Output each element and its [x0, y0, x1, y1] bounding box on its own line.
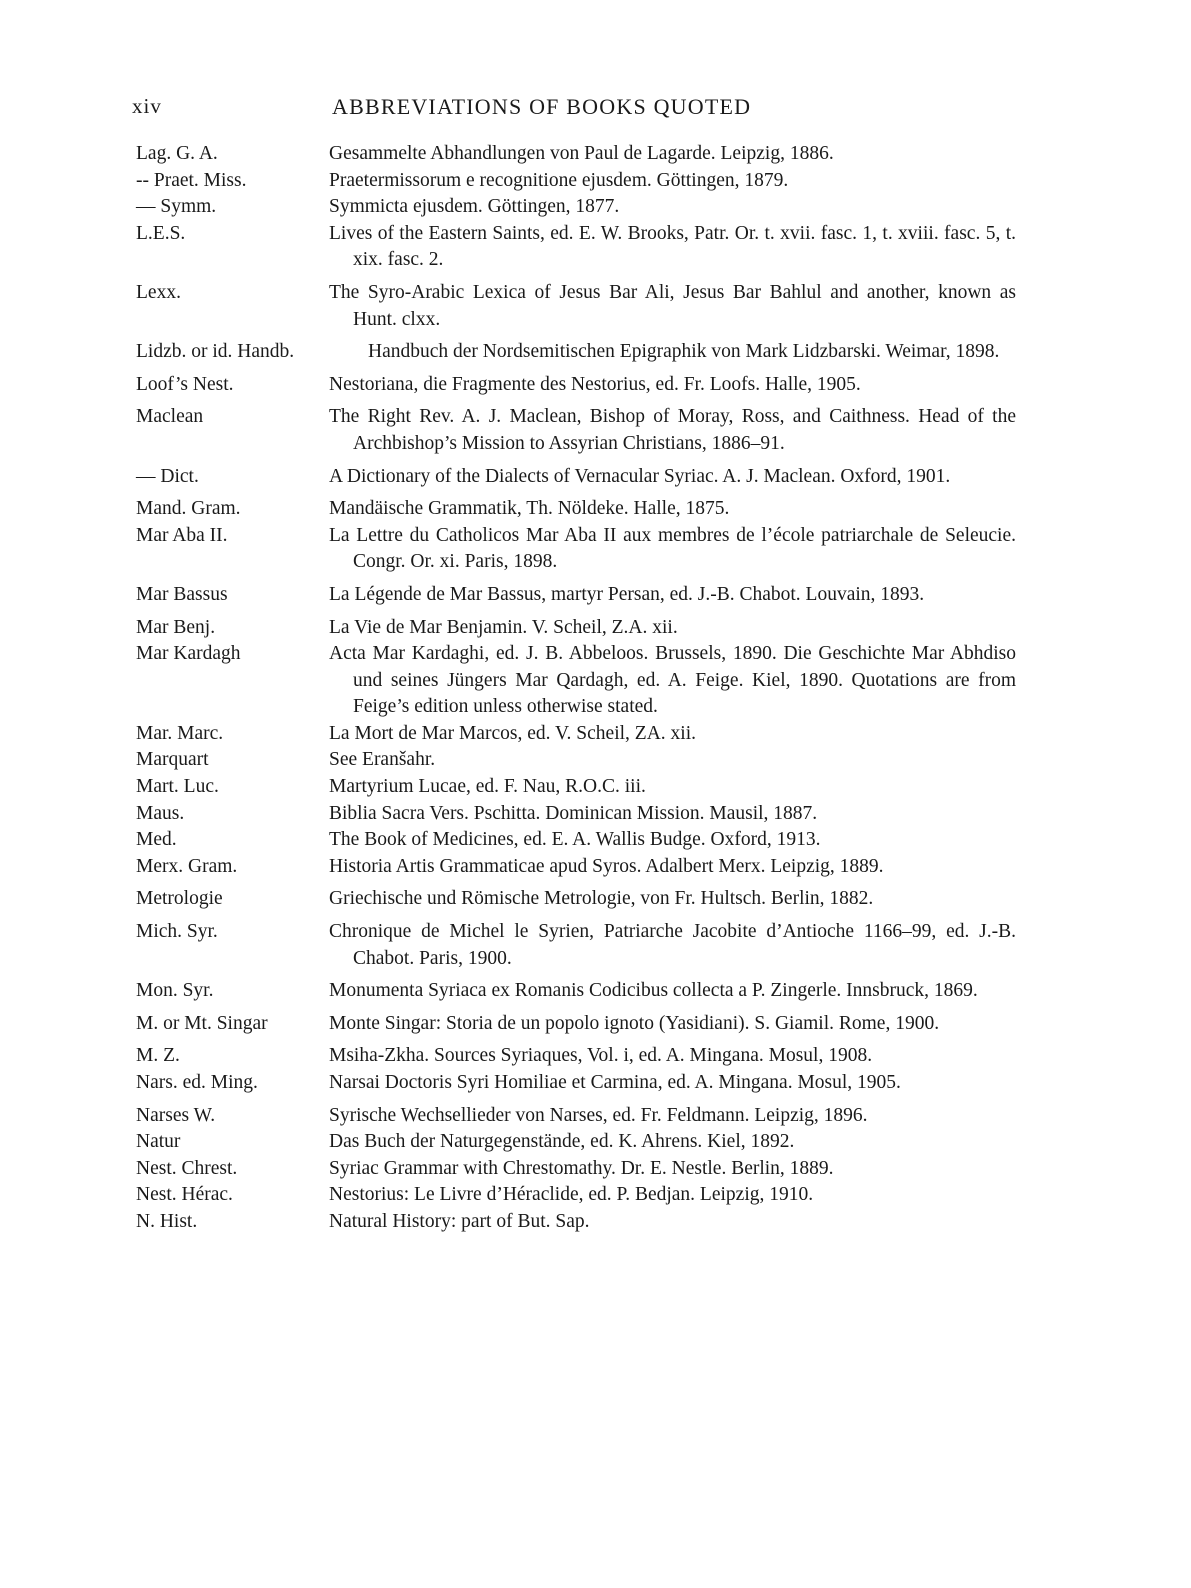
- abbreviation: Mart. Luc.: [136, 776, 219, 798]
- abbreviation-description: Chronique de Michel le Syrien, Patriarche Jacobite d’Antioche 1166–99, ed. J.-B. Chabot. Paris, 1900.: [329, 921, 1016, 969]
- abbreviation-description: Lives of the Eastern Saints, ed. E. W. Brooks, Patr. Or. t. xvii. fasc. 1, t. xviii. fasc. 5, t. xix. fasc. 2.: [329, 222, 1016, 271]
- abbreviation: Mar Benj.: [136, 616, 216, 638]
- abbreviation-description: See Eranšahr.: [329, 749, 436, 771]
- abbreviation: Mand. Gram.: [136, 498, 241, 520]
- abbreviation-entry: [136, 582, 1016, 609]
- abbreviation-entry: [136, 774, 1016, 801]
- abbreviation: — Symm.: [136, 196, 217, 218]
- abbreviation: — Dict.: [136, 465, 199, 487]
- abbreviation-entry: [136, 1043, 1016, 1070]
- abbreviation-description: Syriac Grammar with Chrestomathy. Dr. E. Nestle. Berlin, 1889.: [329, 1157, 834, 1179]
- abbreviation-entry: [136, 641, 1016, 721]
- abbreviation-description: La Légende de Mar Bassus, martyr Persan, ed. J.-B. Chabot. Louvain, 1893.: [329, 583, 925, 605]
- abbreviation-description: Msiha-Zkha. Sources Syriaques, Vol. i, ed. A. Mingana. Mosul, 1908.: [329, 1045, 873, 1067]
- abbreviation: Metrologie: [136, 888, 223, 910]
- abbreviation-entry: [136, 496, 1016, 523]
- abbreviation: N. Hist.: [136, 1210, 198, 1232]
- abbreviation-list: [136, 141, 1016, 1236]
- abbreviation: Nest. Chrest.: [136, 1157, 238, 1179]
- abbreviation-entry: [136, 827, 1016, 854]
- abbreviation-entry: [136, 194, 1016, 221]
- abbreviation: Maus.: [136, 802, 185, 824]
- abbreviation-description: The Book of Medicines, ed. E. A. Wallis Budge. Oxford, 1913.: [329, 829, 821, 851]
- abbreviation-entry: [136, 978, 1016, 1005]
- abbreviation-entry: [136, 615, 1016, 642]
- abbreviation-entry: [136, 221, 1016, 274]
- abbreviation: Loof’s Nest.: [136, 373, 234, 395]
- abbreviation-entry: [136, 404, 1016, 457]
- abbreviation: -- Praet. Miss.: [136, 169, 247, 191]
- abbreviation-description: Mandäische Grammatik, Th. Nöldeke. Halle, 1875.: [329, 498, 730, 520]
- abbreviation-description: Handbuch der Nordsemitischen Epigraphik von Mark Lidzbarski. Weimar, 1898.: [368, 341, 1000, 363]
- abbreviation: Mar Kardagh: [136, 643, 241, 665]
- abbreviation-description: Gesammelte Abhandlungen von Paul de Lagarde. Leipzig, 1886.: [329, 143, 834, 164]
- abbreviation: Nest. Hérac.: [136, 1184, 233, 1206]
- abbreviation-description: La Lettre du Catholicos Mar Aba II aux membres de l’école patriarchale de Seleucie. Congr. Or. xi. Paris, 1898.: [329, 524, 1016, 573]
- abbreviation-entry: [136, 1103, 1016, 1130]
- abbreviation-description: Monte Singar: Storia de un popolo ignoto (Yasidiani). S. Giamil. Rome, 1900.: [329, 1012, 940, 1034]
- abbreviation-entry: [136, 168, 1016, 195]
- abbreviation-description: Das Buch der Naturgegenstände, ed. K. Ahrens. Kiel, 1892.: [329, 1131, 795, 1153]
- page-header: [132, 94, 1032, 124]
- abbreviation: Mich. Syr.: [136, 921, 218, 943]
- abbreviation-entry: [136, 464, 1016, 491]
- abbreviation: Lexx.: [136, 281, 181, 303]
- abbreviation: Lidzb. or id. Handb.: [136, 341, 295, 363]
- abbreviation-description: Nestoriana, die Fragmente des Nestorius, ed. Fr. Loofs. Halle, 1905.: [329, 373, 861, 395]
- abbreviation-description: Natural History: part of But. Sap.: [329, 1210, 590, 1232]
- abbreviation-description: Monumenta Syriaca ex Romanis Codicibus collecta a P. Zingerle. Innsbruck, 1869.: [329, 980, 978, 1002]
- abbreviation-description: A Dictionary of the Dialects of Vernacular Syriac. A. J. Maclean. Oxford, 1901.: [329, 465, 951, 487]
- abbreviation-description: Praetermissorum e recognitione ejusdem. Göttingen, 1879.: [329, 169, 789, 191]
- abbreviation-entry: [136, 886, 1016, 913]
- abbreviation: Mon. Syr.: [136, 980, 214, 1002]
- running-title: ABBREVIATIONS OF BOOKS QUOTED: [332, 94, 752, 119]
- abbreviation-description: La Vie de Mar Benjamin. V. Scheil, Z.A. xii.: [329, 616, 678, 638]
- page-number: xiv: [132, 94, 162, 118]
- abbreviation-entry: [136, 1011, 1016, 1038]
- abbreviation-entry: [136, 1182, 1016, 1209]
- abbreviation: Mar Bassus: [136, 583, 228, 605]
- abbreviation-entry: [136, 523, 1016, 576]
- abbreviation: M. or Mt. Singar: [136, 1012, 268, 1034]
- abbreviation: M. Z.: [136, 1045, 180, 1067]
- abbreviation-description: Acta Mar Kardaghi, ed. J. B. Abbeloos. Brussels, 1890. Die Geschichte Mar Abhdiso und seines Jüngers Mar Qardagh, ed. A. Feige. Kiel, 1890. Quotations are from Feige’s edition unless otherwise stated.: [329, 643, 1016, 718]
- abbreviation-entry: [136, 747, 1016, 774]
- abbreviation-description: Syrische Wechsellieder von Narses, ed. Fr. Feldmann. Leipzig, 1896.: [329, 1104, 868, 1126]
- abbreviation-description: The Right Rev. A. J. Maclean, Bishop of Moray, Ross, and Caithness. Head of the Archbishop’s Mission to Assyrian Christians, 1886–91.: [329, 406, 1016, 454]
- abbreviation-entry: [136, 1070, 1016, 1097]
- abbreviation-entry: [136, 801, 1016, 828]
- abbreviation-description: The Syro-Arabic Lexica of Jesus Bar Ali, Jesus Bar Bahlul and another, known as Hunt. clxx.: [329, 281, 1016, 330]
- abbreviation: L.E.S.: [136, 222, 186, 244]
- abbreviation-entry: [136, 1209, 1016, 1236]
- abbreviation-description: Narsai Doctoris Syri Homiliae et Carmina, ed. A. Mingana. Mosul, 1905.: [329, 1072, 901, 1093]
- abbreviation: Mar. Marc.: [136, 722, 224, 744]
- abbreviation: Nars. ed. Ming.: [136, 1072, 258, 1093]
- abbreviation: Merx. Gram.: [136, 855, 238, 877]
- abbreviation-entry: [136, 721, 1016, 748]
- abbreviation-entry: [136, 1129, 1016, 1156]
- abbreviation-entry: [136, 339, 1016, 366]
- abbreviation-entry: [136, 919, 1016, 972]
- abbreviation-entry: [136, 141, 1016, 168]
- abbreviation-description: Nestorius: Le Livre d’Héraclide, ed. P. Bedjan. Leipzig, 1910.: [329, 1184, 814, 1206]
- abbreviation: Narses W.: [136, 1104, 216, 1126]
- abbreviation-entry: [136, 854, 1016, 881]
- abbreviation-entry: [136, 372, 1016, 399]
- abbreviation-description: Martyrium Lucae, ed. F. Nau, R.O.C. iii.: [329, 776, 646, 798]
- abbreviation: Natur: [136, 1131, 181, 1153]
- abbreviation-entry: [136, 280, 1016, 333]
- abbreviation-description: Biblia Sacra Vers. Pschitta. Dominican Mission. Mausil, 1887.: [329, 802, 818, 824]
- abbreviation-description: Symmicta ejusdem. Göttingen, 1877.: [329, 196, 620, 218]
- abbreviation-description: La Mort de Mar Marcos, ed. V. Scheil, ZA. xii.: [329, 722, 697, 744]
- abbreviation: Marquart: [136, 749, 209, 771]
- abbreviation-description: Historia Artis Grammaticae apud Syros. Adalbert Merx. Leipzig, 1889.: [329, 855, 884, 877]
- abbreviation: Med.: [136, 829, 177, 851]
- abbreviation: Maclean: [136, 406, 204, 428]
- abbreviation-entry: [136, 1156, 1016, 1183]
- abbreviation-description: Griechische und Römische Metrologie, von Fr. Hultsch. Berlin, 1882.: [329, 888, 874, 910]
- abbreviation: Mar Aba II.: [136, 524, 228, 546]
- abbreviation: Lag. G. A.: [136, 143, 218, 164]
